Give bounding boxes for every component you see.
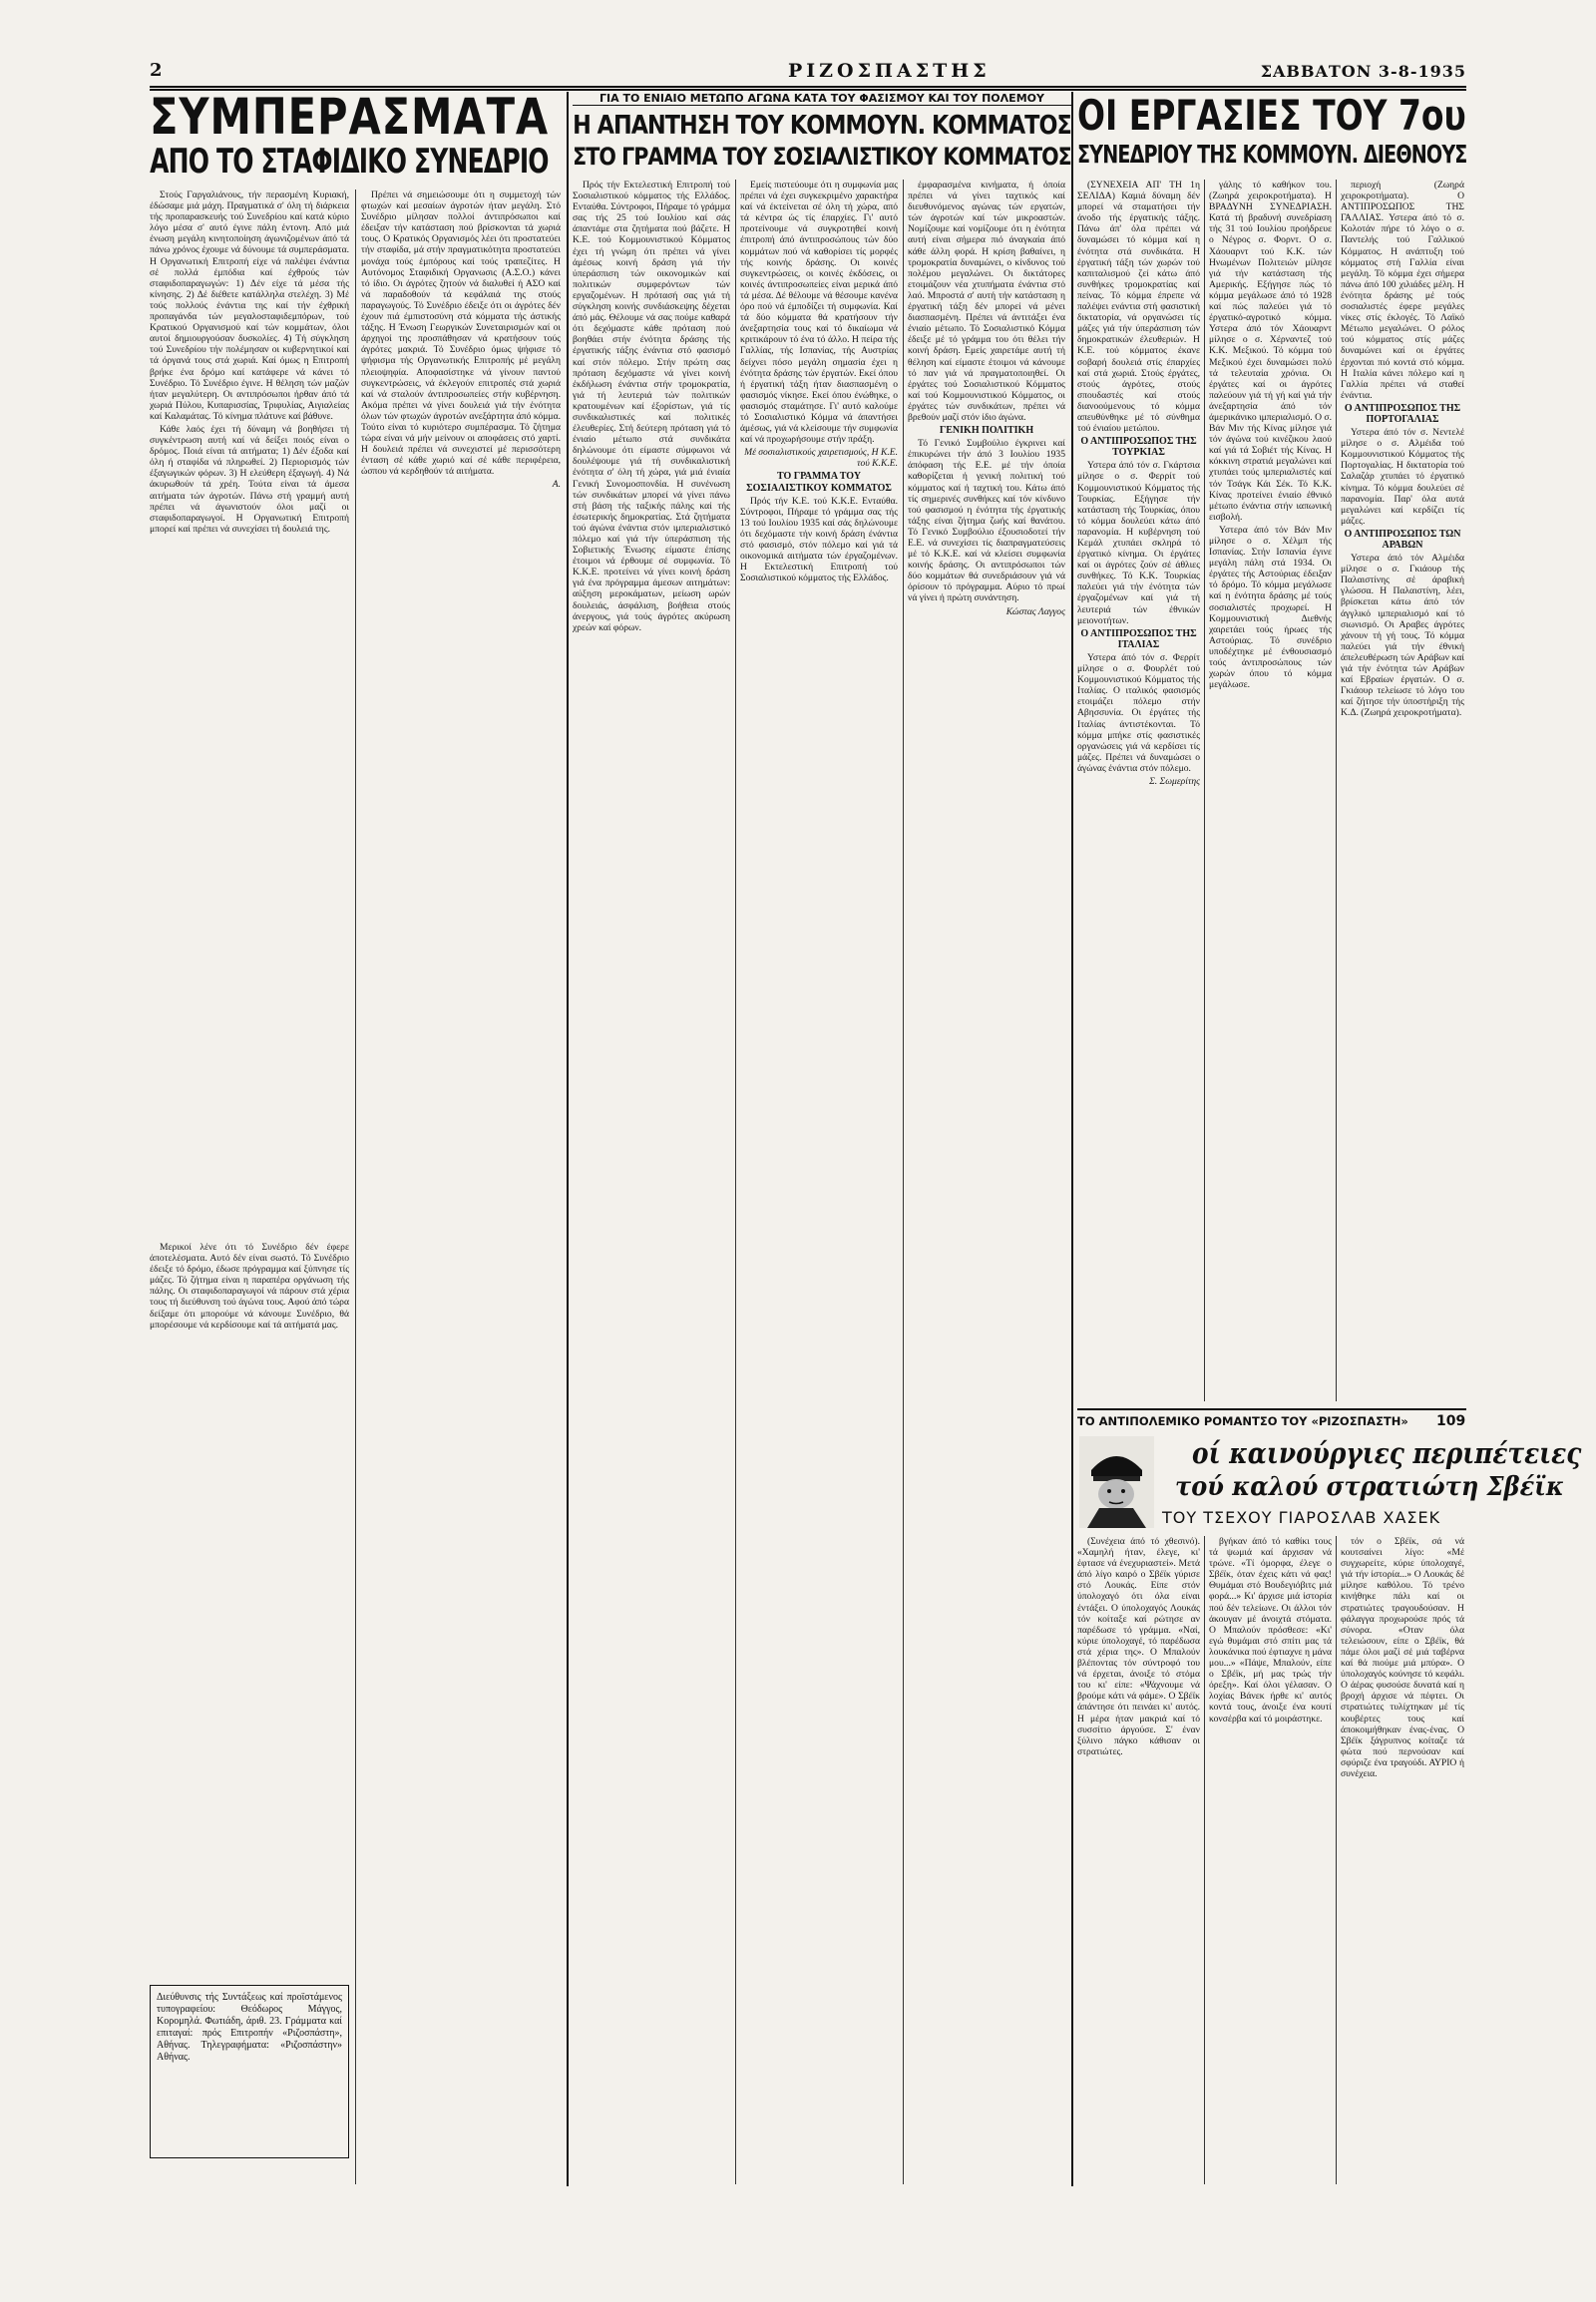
issue-date: ΣΑΒΒΑΤΟΝ 3-8-1935 bbox=[1260, 62, 1466, 81]
novel-title-line1: οί καινούργιες περιπέτειες bbox=[1192, 1436, 1582, 1470]
right-article-signature: Σ. Σωμερίτης bbox=[1149, 775, 1200, 787]
right-article-col2-text: γάλης τό καθήκον του. (Ζωηρά χειροκροτήματα). Η ΒΡΑΔΥΝΗ ΣΥΝΕΔΡΙΑΣΗ. Κατά τή βραδυνή συνεδρίαση τής 31 τού Ιουλίου προήδρευε ο Νέγρος σ. Φορντ. Ο σ. Χάουαρντ τού Κ.Κ. τών Ηνωμένων Πολιτειών μίλησε γιά τήν κατάσταση τής Αμερικής. Εξήγησε πώς τό κόμμα μεγάλωσε άπό τό 1928 καί πώς παλεύει γιά τό έργατικό-αγροτικό κόμμα. Υστερα άπό τόν Χάουαρντ μίλησε ο σ. Χέρναντεζ τού Κ.Κ. Μεξικού. Τό κόμμα τού Μεξικού έχει δυναμώσει πολύ τά τελευταία χρόνια. Οι έργάτες καί οι άγρότες παλεύουν γιά τή γή καί γιά τήν άνεξαρτησία άπό τόν άμερικάνικο ιμπεριαλισμό. Ο σ. Βάν Μιν τής Κίνας μίλησε γιά τόν άγώνα τού κινέζικου λαού καί γιά τά Σοβιέτ τής Κίνας. Η κόκκινη στρατιά μεγαλώνει καί χτυπάει τούς ιμπεριαλιστές καί τόν Τσάγκ Κάι Σέκ. Τό Κ.Κ. Κίνας προτείνει ένιαίο έθνικό μέτωπο ένάντια στήν ιαπωνική εισβολή. bbox=[1209, 180, 1332, 523]
right-rule-1 bbox=[1204, 180, 1205, 1401]
center-article-column-1 bbox=[573, 180, 730, 2184]
novel-author: ΤΟΥ ΤΣΕΧΟΥ ΓΙΑΡΟΣΛΑΒ ΧΑΣΕΚ bbox=[1162, 1508, 1441, 1527]
page-number: 2 bbox=[150, 60, 163, 81]
right-article-col1-text: (ΣΥΝΕΧΕΙΑ ΑΠ' ΤΗ 1η ΣΕΛΙΔΑ) Καμιά δύναμη δέν μπορεί νά σταματήσει τήν άνοδο τής έργατικής τάξης. Πάνω άπ' όλα πρέπει νά δυναμώσει τό κόμμα καί η ένότητα στά συνδικάτα. Η έργατική τάξη τών χωρών τού καπιταλισμού ζεί κάτω άπό συνθήκες τρομοκρατίας καί πείνας. Τό κόμμα έπρεπε νά παλέψει ενάντια στή φασιστική δικτατορία, νά οργανώσει τίς μάζες γιά τήν ύπεράσπιση τών δημοκρατικών έλευθεριών. Η Κ.Ε. τού κόμματος έκανε σοβαρή δουλειά στίς έπαρχίες καί στά χωριά. Στούς έργάτες, στούς άγρότες, στούς σπουδαστές καί στούς διανοούμενους τό κόμμα απευθύνθηκε μέ τό σύνθημα τού ένιαίου μετώπου. bbox=[1077, 180, 1200, 435]
right-article-col3-subhead-2: Ο ΑΝΤΙΠΡΟΣΩΠΟΣ ΤΩΝ ΑΡΑΒΩΝ bbox=[1344, 528, 1461, 551]
center-article-col2-text: Εμείς πιστεύουμε ότι η συμφωνία μας πρέπει νά έχει συγκεκριμένο χαρακτήρα καί νά έκτείνεται σέ όλη τή χώρα, από τά κέντρα ώς τίς έπαρχίες. Γι' αυτό προτείνουμε νά συγκροτηθεί κοινή έπιτροπή άπό άντιπροσώπους τών δύο κομμάτων πού νά καθορίσει τίς μορφές τής κοινής δράσης. Οι κοινές συγκεντρώσεις, οι κοινές έκδόσεις, οι κοινές άντιπροσωπείες είναι μερικά άπό τά μέσα. Δέ θέλουμε νά θέσουμε κανένα όρο πού νά έμποδίζει τή συμφωνία. Καί τά δύο κόμματα θά κρατήσουν τήν άνεξαρτησία τους καί τό δικαίωμα νά κριτικάρουν τό ένα τό άλλο. Η πείρα τής Γαλλίας, τής Ισπανίας, τής Αυστρίας δείχνει πόσο μεγάλη σημασία έχει η ένότητα δράσης τών έργατών. Εκεί όπου ή έργατική τάξη ήταν διασπασμένη ο φασισμός νίκησε. Εκεί όπου ένώθηκε, ο φασισμός σταμάτησε. Γι' αυτό καλούμε τό Σοσιαλιστικό Κόμμα νά άπαντήσει άμέσως, γιά νά κλείσουμε τήν συμφωνία καί νά προχωρήσουμε στήν πράξη. bbox=[740, 180, 898, 446]
novel-top-rule bbox=[1077, 1408, 1466, 1410]
novel-col2-text: βγήκαν άπό τό καθίκι τους τά ψωμιά καί άρχισαν νά τρώνε. «Τί όμορφα, έλεγε ο Σβέϊκ, όταν έχεις κάτι νά φας! Θυμάμαι στό Βουδεγιόβιτς μιά φορά...» Κι' άρχισε μιά ίστορία πού δέν τελείωνε. Οι άλλοι τόν άκουγαν μέ άνοιχτά στόματα. Ο Μπαλούν πρόσθεσε: «Κι' εγώ θυμάμαι στό σπίτι μας τά λουκάνικα πού έφτιαχνε η μάνα μου...» «Πάψε, Μπαλούν, είπε ο Σβέϊκ, μή μας τρώς τήν όρεξη». Καί όλοι γέλασαν. Ο λοχίας Βάνεκ ήρθε κι' αυτός κοντά τους, άνοιξε ένα κουτί κονσέρβα καί τό μοιράστηκε. bbox=[1209, 1536, 1332, 1725]
novel-rule-2 bbox=[1336, 1536, 1337, 2184]
right-article-col3-subhead: Ο ΑΝΤΙΠΡΟΣΩΠΟΣ ΤΗΣ ΠΟΡΤΟΓΑΛΙΑΣ bbox=[1344, 402, 1461, 425]
novel-installment: 109 bbox=[1436, 1413, 1466, 1429]
left-article-title-line1: ΣΥΜΠΕΡΑΣΜΑΤΑ bbox=[150, 88, 550, 146]
right-article-col3-text-b: Υστερα άπό τόν σ. Νεντελέ μίλησε ο σ. Αλμέιδα τού Κομμουνιστικού Κόμματος τής Πορτογαλίας. Η δικτατορία τού Σαλαζάρ χτυπάει τό έργατικό κίνημα. Τό κόμμα δουλεύει σέ παρανομία. Παρ' όλα αυτά μεγαλώνει καί κερδίζει τίς μάζες. bbox=[1341, 427, 1464, 527]
center-article-col2-signature: Μέ σοσιαλιστικούς χαιρετισμούς, Η Κ.Ε. τού Κ.Κ.Ε. bbox=[744, 447, 898, 470]
left-column-rule bbox=[355, 190, 356, 2184]
left-article-col1-text-b: Κάθε λαός έχει τή δύναμη νά βοηθήσει τή συγκέντρωση αυτή καί νά δείξει ποιός είναι ο δρόμος. Ποιά είναι τά αιτήματα; 1) Δέν έξοδα καί όλη ή σταφίδα νά πληρωθεί. 2) Περιορισμός τών έξαγωγικών φόρων. 3) Η ελεύθερη έξαγωγή. 4) Νά άκυρωθούν τά χρέη. Τούτα είναι τά άμεσα αιτήματα τών άγροτών. Πάνω στή γραμμή αυτή πρέπει νά άγωνιστούν όλοι μαζί οι σταφιδοπαραγωγοί. Η Οργανωτική Επιτροπή μπορεί καί πρέπει νά συνεχίσει τή δουλειά της. bbox=[150, 423, 349, 535]
center-article-col2-text-b: Πρός τήν Κ.Ε. τού Κ.Κ.Ε. Ενταύθα. Σύντροφοι, Πήραμε τό γράμμα σας τής 13 τού Ιουλίου 1935 καί σάς δηλώνουμε ότι δεχόμαστε τήν κοινή δράση ένάντια στό φασισμό, στόν πόλεμο καί γιά τά οικονομικά αιτήματα τών έργαζομένων. Η Εκτελεστική Επιτροπή τού Σοσιαλιστικού κόμματος τής Ελλάδος. bbox=[740, 495, 898, 584]
center-article-col3-text-b: Τό Γενικό Συμβούλιο έγκρινει καί έπικυρώνει τήν άπό 3 Ιουλίου 1935 άπόφαση τής Ε.Ε. μέ τήν όποία καθορίζεται ή γενική πολιτική τού κόμματος καί ή ταχτική του. Κάτω άπό τίς σημερινές συνθήκες καί τόν κίνδυνο τού φασισμού η ένότητα τής έργατικής τάξης είναι ζήτημα ζωής καί θανάτου. Τό Γενικό Συμβούλιο έξουσιοδοτεί τήν Ε.Ε. νά συνεχίσει τίς διαπραγματεύσεις μέ τό Κ.Κ.Ε. καί νά κλείσει συμφωνία κοινής δράσης. Οι αντιπρόσωποι τών δύο κομμάτων θά συνεδριάσουν γιά νά όρίσουν τό πρόγραμμα. Αύριο τό πρωί νά γίνει ή πρώτη συνάντηση. bbox=[908, 438, 1065, 604]
info-box bbox=[150, 1985, 349, 2158]
center-rule-2 bbox=[903, 180, 904, 2184]
right-article-col1-subhead-2: Ο ΑΝΤΙΠΡΟΣΩΠΟΣ ΤΗΣ ΙΤΑΛΙΑΣ bbox=[1080, 627, 1197, 650]
left-article-column-1b bbox=[150, 1242, 349, 1975]
left-article-title-line2: ΑΠΟ ΤΟ ΣΤΑΦΙΔΙΚΟ ΣΥΝΕΔΡΙΟ bbox=[150, 142, 549, 182]
novel-col1-text: (Συνέχεια άπό τό χθεσινό). «Χαμηλή ήταν, έλεγε, κι' έφτασε νά ένεχυριαστεί». Μετά άπό λίγο καιρό ο Σβέϊκ γύρισε στό Λουκάς. Είπε στόν ύπολοχαγό ότι όλα είναι έντάξει. Ο ύπολοχαγός Λουκάς τόν κοίταξε καί ρώτησε αν παρέδωσε τό γράμμα. «Ναί, κύριε ύπολοχαγέ, τό παρέδωσα στά χέρια της». Ο Μπαλούν βλέποντας τόν σύντροφό του νά έρχεται, άνοιξε τό στόμα του κι' είπε: «Ψάχνουμε νά βρούμε κάτι νά φάμε». Ο Σβέϊκ άπάντησε ότι πεινάει κι' αυτός. Η μέρα ήταν μακριά καί τό συσσίτιο άργούσε. Σ' έναν ξύλινο πάγκο κάθισαν οι στρατιώτες. bbox=[1077, 1536, 1200, 1757]
masthead bbox=[150, 60, 1466, 91]
right-article-col3-text-c: Υστερα άπό τόν Αλμέιδα μίλησε ο σ. Γκιάουρ τής Παλαιστίνης σέ άραβική γλώσσα. Η Παλαιστίνη, λέει, βρίσκεται κάτω άπό τόν άγγλικό ιμπεριαλισμό καί τό σιωνισμό. Οι Αραβες άγρότες χάνουν τή γή τους. Τό κόμμα παλεύει γιά τήν έθνική άπελευθέρωση τών Αράβων καί γιά τήν ένότητα τών Αράβων καί Εβραίων έργατών. Ο σ. Γκιάουρ τελείωσε τό λόγο του καί ζήτησε τήν ύποστήριξη τής Κ.Δ. (Ζωηρά χειροκροτήματα). bbox=[1341, 553, 1464, 719]
info-box-text: Διεύθυνσις τής Συντάξεως καί προϊστάμενος τυπογραφείου: Θεόδωρος Μάγγος, Κορομηλά. Φωτιάδη, άριθ. 23. Γράμματα καί επιταγαί: πρός Επιτροπήν «Ριζοσπάστη», Αθήνας. Τηλεγραφήματα: «Ριζοσπάστην» Αθήνας. bbox=[157, 1992, 342, 2063]
novel-col3-text: τόν ο Σβέϊκ, σά νά κουτσαίνει λίγο: «Μέ συγχωρείτε, κύριε ύπολοχαγέ, γιά τήν ίστορία...» Ο Λουκάς δέ μίλησε καθόλου. Τό τρένο κινήθηκε πάλι καί οι στρατιώτες τραγουδούσαν. Η φάλαγγα προχωρούσε πρός τά σύνορα. «Οταν όλα τελειώσουν, είπε ο Σβέϊκ, θά πάμε όλοι μαζί σέ μιά ταβέρνα καί θά πιούμε μιά μπύρα». Ο ύπολοχαγός κούνησε τό κεφάλι. Ο άέρας φυσούσε δυνατά καί η βροχή άρχισε νά πέφτει. Οι στρατιώτες τυλίχτηκαν μέ τίς κουβέρτες τους καί άποκοιμήθηκαν ένας-ένας. Ο Σβέϊκ ξάγρυπνος κοίταζε τά φώτα πού περνούσαν καί σφύριζε ένα τραγούδι. ΑΥΡΙΟ ή συνέχεια. bbox=[1341, 1536, 1464, 1779]
center-article-col3-subhead: ΓΕΝΙΚΗ ΠΟΛΙΤΙΚΗ bbox=[939, 425, 1034, 437]
right-article-col1-text-c: Υστερα άπό τόν σ. Φερρίτ μίλησε ο σ. Φουρλέτ τού Κομμουνιστικού Κόμματος τής Ιταλίας. Ο ιταλικός φασισμός ετοιμάζει πόλεμο στήν Αβησσυνία. Οι έργάτες τής Ιταλίας άντιστέκονται. Τό κόμμα μπήκε στίς φασιστικές οργανώσεις γιά νά κερδίσει τίς μάζες. Πρέπει νά δυναμώσει ο άγώνας ένάντια στόν πόλεμο. bbox=[1077, 651, 1200, 774]
novel-column-2 bbox=[1209, 1536, 1332, 2184]
right-article-col1-subhead: Ο ΑΝΤΙΠΡΟΣΩΠΟΣ ΤΗΣ ΤΟΥΡΚΙΑΣ bbox=[1080, 436, 1197, 459]
paper-name: ΡΙΖΟΣΠΑΣΤΗΣ bbox=[788, 60, 991, 82]
right-article-col3-text: περιοχή (Ζωηρά χειροκροτήματα). Ο ΑΝΤΙΠΡΟΣΩΠΟΣ ΤΗΣ ΓΑΛΛΙΑΣ. Υστερα άπό τό σ. Κολοτάν πήρε τό λόγο ο σ. Παντελής τού Γαλλικού Κόμματος. Η ανάπτυξη τού κόμματος στή Γαλλία είναι μεγάλη. Τό κόμμα έχει σήμερα πάνω άπό 100 χιλιάδες μέλη. Η ένότητα δράσης μέ τούς σοσιαλιστές έφερε μεγάλες νίκες στίς έκλογές. Τό Λαϊκό Μέτωπο μεγαλώνει. Ο ρόλος τού κόμματος στίς μάζες δυναμώνει καί οι έργάτες έρχονται πιό κοντά στό κόμμα. Η Ιταλία κάνει πόλεμο καί η Γαλλία πρέπει νά σταθεί ένάντια. bbox=[1341, 180, 1464, 401]
center-article-subhead-2: ΤΟ ΓΡΑΜΜΑ ΤΟΥ ΣΟΣΙΑΛΙΣΤΙΚΟΥ ΚΟΜΜΑΤΟΣ bbox=[746, 471, 892, 494]
left-article-column-2 bbox=[361, 190, 561, 2184]
novel-column-3 bbox=[1341, 1536, 1464, 2184]
right-article-title-line2: ΣΥΝΕΔΡΙΟΥ ΤΗΣ ΚΟΜΜΟΥΝ. ΔΙΕΘΝΟΥΣ bbox=[1077, 140, 1467, 169]
center-article-col3-text: έμφαρασμένα κινήματα, ή όποία πρέπει νά γίνει ταχτικός καί διευθυνόμενος αγώνας τών εργατών, τών άγροτών καί τών μικροαστών. Νομίζουμε καί νομίζουμε ότι η ένότητα αυτή είναι σήμερα πιό άναγκαία άπό κάθε άλλη φορά. Η κρίση βαθαίνει, η τρομοκρατία δυναμώνει, ο κίνδυνος τού πολέμου μεγαλώνει. Οι δικτάτορες ετοιμάζουν νέα χτυπήματα ένάντια στό λαό. Μπροστά σ' αυτή τήν κατάσταση η έργατική τάξη δέν μπορεί νά μένει διασπασμένη. Πρέπει νά άντιτάξει ένα ένιαίο μέτωπο. Τό Σοσιαλιστικό Κόμμα έδειξε μέ τό γράμμα του ότι θέλει τήν κοινή δράση. Εμείς χαιρετάμε αυτή τή θέληση καί είμαστε έτοιμοι νά κάνουμε τό παν γιά νά πραγματοποιηθεί. Οι έργάτες τού Σοσιαλιστικού Κόμματος καί τού Κομμουνιστικού Κόμματος, οι έργάτες τών συνδικάτων, πρέπει νά βρεθούν μαζί στόν ίδιο άγώνα. bbox=[908, 180, 1065, 423]
novel-column-1 bbox=[1077, 1536, 1200, 2184]
left-article-column-1 bbox=[150, 190, 349, 1237]
center-article-title-line2: ΣΤΟ ΓΡΑΜΜΑ ΤΟΥ ΣΟΣΙΑΛΙΣΤΙΚΟΥ ΚΟΜΜΑΤΟΣ bbox=[573, 143, 1071, 171]
center-article-title-line1: Η ΑΠΑΝΤΗΣΗ ΤΟΥ ΚΟΜΜΟΥΝ. ΚΟΜΜΑΤΟΣ bbox=[573, 111, 1071, 141]
center-article-kicker: ΓΙΑ ΤΟ ΕΝΙΑΙΟ ΜΕΤΩΠΟ ΑΓΩΝΑ ΚΑΤΑ ΤΟΥ ΦΑΣΙΣΜΟΥ ΚΑΙ ΤΟΥ ΠΟΛΕΜΟΥ bbox=[573, 92, 1071, 106]
right-rule-2 bbox=[1336, 180, 1337, 1401]
novel-tag: ΤΟ ΑΝΤΙΠΟΛΕΜΙΚΟ ΡΟΜΑΝΤΣΟ ΤΟΥ «ΡΙΖΟΣΠΑΣΤΗ» bbox=[1077, 1414, 1408, 1428]
soldier-illustration bbox=[1079, 1436, 1154, 1528]
left-article-signature: Α. bbox=[552, 479, 561, 491]
section-rule-left bbox=[567, 92, 569, 2186]
left-article-col1-text: Στούς Γαργαλιάνους, τήν περασμένη Κυριακή, έδώσαμε μιά μάχη. Πραγματικά σ' όλη τή διάρκεια τής προπαρασκευής τού Συνεδρίου καί κατά κύριο λόγο μέσα σ' αυτό έγινε πάλη έντονη. Από μιά ένωση μεγάλη κινητοποίηση άγωνιζομένων άπό τά πάνω χρόνος έχουμε νά δύνουμε τά συμπεράσματα. Η Οργανωτική Επιτροπή είχε νά παλέψει ένάντια σέ πολλά έμπόδια καί έχθρούς τών σταφιδοπαραγωγών: 1) Δέν είχε τά μέσα τής κίνησης. 2) Δέ διέθετε κατάλληλα στελέχη. 3) Μέ τούς πολλούς ένάντια της καί τήν έχθρική προπαγάνδα τών μεγαλοσταφιδεμπόρων, τού Κρατικού Οργανισμού καί τών κομμάτων, όλοι αυτοί δημιουργούσαν δυσκολίες. 4) Τή σύγκληση τού Συνεδρίου τήν πολέμησαν οι κυβερνητικοί καί τά όργανά τους στά χωριά. Καί όμως η Επιτροπή βρήκε ένα δρόμο καί κατάφερε νά κάνει τό Συνέδριο. Τό Συνέδριο έγινε. Η θέληση τών μαζών ήταν μεγαλύτερη. Οι αντιπρόσωποι ήρθαν άπό τά χωριά Πύλου, Κυπαρισσίας, Τριφυλίας, Αιγιαλείας καί Καλαμάτας. Τό κίνημα πλάτυνε καί βάθυνε. bbox=[150, 190, 349, 422]
left-article-col1-text-c: Μερικοί λένε ότι τό Συνέδριο δέν έφερε άποτελέσματα. Αυτό δέν είναι σωστό. Τό Συνέδριο έδειξε τό δρόμο, έδωσε πρόγραμμα καί ξύπνησε τίς μάζες. Τό ζήτημα είναι η παραπέρα οργάνωση τής πάλης. Οι σταφιδοπαραγωγοί νά πάρουν στά χέρια τους τή διεύθυνση τού άγώνα τους. Αφού άπό τώρα δείξαμε ότι μπορούμε νά κάνουμε Συνέδριο, θά μπορέσουμε νά κερδίσουμε καί τά αιτήματά μας. bbox=[150, 1242, 349, 1331]
right-article-title-line1: ΟΙ ΕΡΓΑΣΙΕΣ ΤΟΥ 7ου bbox=[1077, 91, 1466, 140]
novel-title-line2: τού καλού στρατιώτη Σβέϊκ bbox=[1175, 1472, 1564, 1502]
center-article-column-2 bbox=[740, 180, 898, 2184]
novel-rule-1 bbox=[1204, 1536, 1205, 2184]
center-article-col3-signature: Κώστας Λαγγος bbox=[1005, 605, 1065, 617]
left-article-col2-text: Πρέπει νά σημειώσουμε ότι η συμμετοχή τών φτωχών καί μεσαίων άγροτών ήταν μεγάλη. Στό Συνέδριο μίλησαν πολλοί άντιπρόσωποι καί έδειξαν τήν κατάσταση πού βρίσκονται τά χωριά τους. Ο Κρατικός Οργανισμός λέει ότι προστατεύει τήν σταφίδα, μά στήν πραγματικότητα προστατεύει μονάχα τούς έμπόρους καί τούς τραπεζίτες. Η Αυτόνομος Σταφιδική Οργανωσις (Α.Σ.Ο.) κάνει τό ίδιο. Οι άγρότες ζητούν νά διαλυθεί ή ΑΣΟ καί νά παραδοθούν τά κεφάλαιά της στούς παραγωγούς. Τό Συνέδριο έδειξε ότι οι άγρότες δέν έχουν πιά έμπιστοσύνη στά κόμματα τής άστικής τάξης. Η Ένωση Γεωργικών Συνεταιρισμών καί οι άρχηγοί της προσπάθησαν νά κρατήσουν τούς άγρότες μακριά. Τό Συνέδριο όμως ψήφισε τό ψήφισμα τής Οργανωτικής Επιτροπής μέ μεγάλη πλειοψηφία. Αποφασίστηκε νά γίνουν παντού συγκεντρώσεις, νά έκλεγούν επιτροπές στά χωριά καί νά σταλούν άντιπροσωπείες στήν κυβέρνηση. Ακόμα πρέπει νά γίνει δουλειά γιά τήν ένότητα όλων τών φτωχών άγροτών ανεξάρτητα άπό κόμμα. Τούτο είναι τό κυριότερο συμπέρασμα. Τό ζήτημα τώρα είναι νά μήν μείνουν οι αποφάσεις στό χαρτί. Η δουλειά πρέπει νά συνεχιστεί μέ περισσότερη ένταση σέ κάθε χωριό καί σέ κάθε περιφέρεια, ώσπου νά κερδηθούν τά αιτήματα. bbox=[361, 190, 561, 478]
right-article-column-2 bbox=[1209, 180, 1332, 1401]
right-article-column-3 bbox=[1341, 180, 1464, 1401]
right-article-col1-text-b: Υστερα άπό τόν σ. Γκάρτσια μίλησε ο σ. Φερρίτ τού Κομμουνιστικού Κόμματος τής Τουρκίας. Εξήγησε τήν κατάσταση τής Τουρκίας, όπου τό κόμμα δουλεύει κάτω άπό παρανομία. Η κυβέρνηση τού Κεμάλ χτυπάει σκληρά τό έργατικό κίνημα. Οι έργάτες καί οι άγρότες ζούν σέ άθλιες συνθήκες. Τό Κ.Κ. Τουρκίας παλεύει γιά τήν ένότητα τών έργαζομένων καί γιά τή λευτεριά τών έθνικών μειονοτήτων. bbox=[1077, 460, 1200, 626]
section-rule-right bbox=[1071, 92, 1073, 2186]
right-article-column-1 bbox=[1077, 180, 1200, 1401]
center-rule-1 bbox=[735, 180, 736, 2184]
center-article-column-3 bbox=[908, 180, 1065, 2184]
right-article-col2-text-b: Υστερα άπό τόν Βάν Μιν μίλησε ο σ. Χέλμπ τής Ισπανίας. Στήν Ισπανία έγινε μεγάλη πάλη στά 1934. Οι έργάτες τής Αστούριας έδειξαν τό δρόμο. Τό κόμμα μεγάλωσε καί η ένότητα δράσης μέ τούς σοσιαλιστές προχωρεί. Η Κομμουνιστική Διεθνής χαιρετάει τούς ήρωες τής Αστούριας. Τό συνέδριο υποδέχτηκε μέ ένθουσιασμό τούς άντιπροσώπους τών χωρών όπου τό κόμμα μεγάλωσε. bbox=[1209, 524, 1332, 691]
center-article-col1-text: Πρός τήν Εκτελεστική Επιτροπή τού Σοσιαλιστικού κόμματος τής Ελλάδος. Ενταύθα. Σύντροφοι, Πήραμε τό γράμμα σας τής 25 τού Ιουλίου καί σάς άπαντάμε στα ζητήματα πού βάζετε. Η Κ.Ε. τού Κομμουνιστικού Κόμματος έχει τή γνώμη ότι πρέπει νά γίνει άμέσως κοινή δράση γιά τήν ύπεράσπιση τών οικονομικών καί πολιτικών συμφερόντων τών εργαζομένων. Η πρότασή σας γιά τή σύγκληση κοινής συνδιάσκεψης δέχεται άπό μάς. Θέλουμε νά σας πούμε καθαρά ότι δεχόμαστε κάθε πρόταση πού βοηθάει στήν ένότητα δράσης τής έργατικής τάξης ένάντια στό φασισμό καί στόν πόλεμο. Στήν πρώτη σας πρόταση δεχόμαστε νά γίνει κοινή έκδήλωση ένάντια στήν τρομοκρατία, γιά τή λευτεριά τών πολιτικών κρατουμένων καί έξορίστων, γιά τίς συνδικαλιστικές καί πολιτικές έλευθερίες. Στή δεύτερη πρόταση γιά τό ένιαίο μέτωπο στά συνδικάτα δηλώνουμε ότι είμαστε σύμφωνοι νά δουλέψουμε γιά τή συνδικαλιστική ένότητα σ' όλη τή χώρα, γιά μιά ένιαία Γενική Συνομοσπονδία. Η συνένωση τών συνδικάτων μπορεί νά γίνει πάνω στή βάση τής ταξικής πάλης καί τής έσωτερικής δημοκρατίας. Στά ζητήματα τού άγώνα ένάντια στόν ιμπεριαλιστικό πόλεμο καί γιά τήν ύπεράσπιση τής Σοβιετικής Ένωσης είμαστε έπίσης έτοιμοι νά έρθουμε σέ συμφωνία. Τό Κ.Κ.Ε. προτείνει νά γίνει κοινή δράση γιά ένα πρόγραμμα άμεσων αιτημάτων: αύξηση μεροκάματων, μείωση ωρών δουλειάς, άσφάλιση, βοήθεια στούς άνεργους, γιά τούς άγρότες ακύρωση χρεών καί φόρων. bbox=[573, 180, 730, 633]
